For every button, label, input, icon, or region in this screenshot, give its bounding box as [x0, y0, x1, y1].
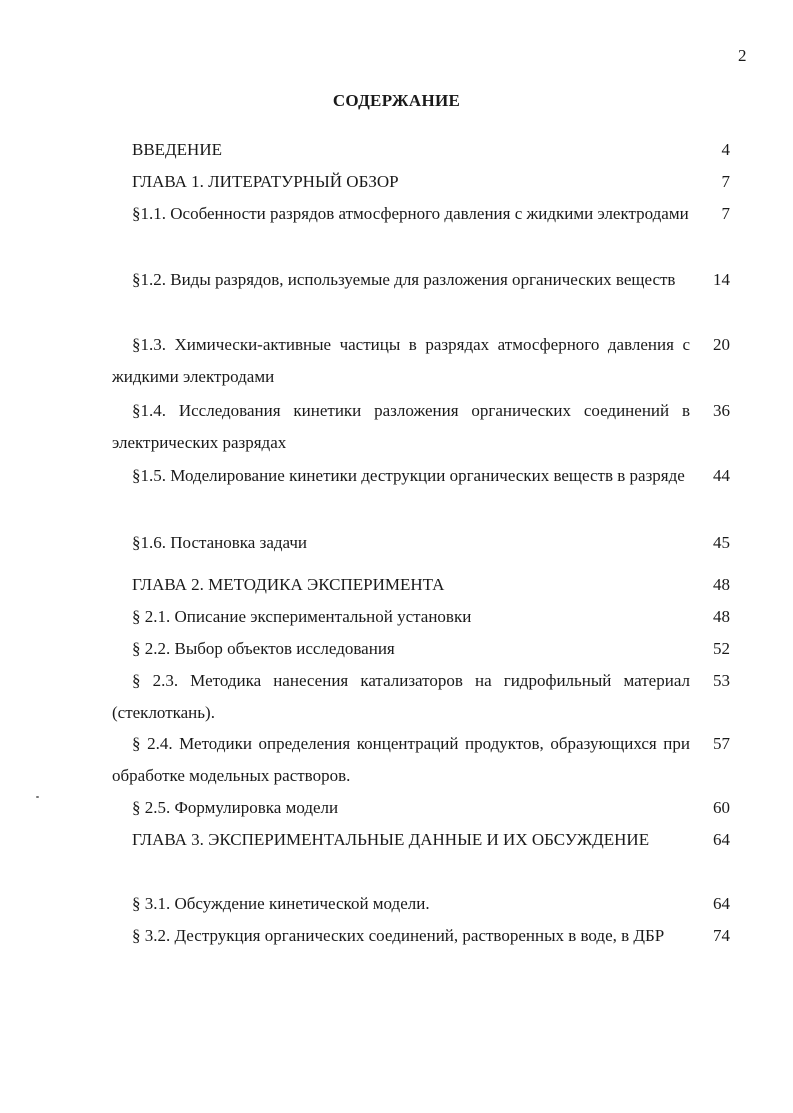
toc-title: СОДЕРЖАНИЕ [332, 91, 461, 110]
toc-entry-page: 52 [713, 639, 730, 658]
toc-entry-introduction [112, 134, 730, 166]
toc-entry-page: 57 [713, 734, 730, 753]
toc-entry-page: 7 [721, 172, 730, 191]
toc-entry-section-1-2 [112, 264, 730, 296]
toc-entry-text: § 2.2. Выбор объектов исследования [132, 639, 395, 658]
toc-entry-text: ГЛАВА 1. ЛИТЕРАТУРНЫЙ ОБЗОР [132, 172, 399, 191]
toc-entry-page: 36 [713, 401, 730, 420]
toc-entry-page: 48 [713, 607, 730, 626]
toc-entry-section-1-5 [112, 460, 730, 492]
toc-entry-section-2-5 [112, 792, 730, 824]
toc-entry-text: ВВЕДЕНИЕ [132, 140, 222, 159]
toc-entry-section-2-1 [112, 601, 730, 633]
toc-entry-text: § 2.4. Методики определения концентраций продуктов, образующихся при обработке модельных растворов. [112, 734, 690, 785]
toc-entry-text: §1.6. Постановка задачи [132, 533, 308, 552]
toc-entry-chapter-3 [112, 824, 730, 856]
toc-entry-section-1-1 [112, 198, 730, 230]
toc-entry-section-2-3 [112, 665, 730, 729]
toc-entry-text: § 3.2. Деструкция органических соединений, растворенных в воде, в ДБР [132, 926, 665, 945]
toc-entry-text: § 2.3. Методика нанесения катализаторов на гидрофильный материал (стеклоткань). [112, 671, 690, 722]
toc-entry-text: ГЛАВА 2. МЕТОДИКА ЭКСПЕРИМЕНТА [132, 575, 445, 594]
toc-entry-page: 60 [713, 798, 730, 817]
toc-entry-text: §1.5. Моделирование кинетики деструкции органических веществ в разряде [132, 466, 685, 485]
toc-entry-chapter-2 [112, 569, 730, 601]
page-number: 2 [738, 46, 747, 65]
toc-entry-page: 64 [713, 830, 730, 849]
toc-entry-text: §1.4. Исследования кинетики разложения органических соединений в электрических разрядах [112, 401, 690, 452]
toc-entry-text: §1.2. Виды разрядов, используемые для разложения органических веществ [132, 270, 676, 289]
toc-entry-page: 74 [713, 926, 730, 945]
toc-entry-section-3-1 [112, 888, 730, 920]
toc-entry-section-2-2 [112, 633, 730, 665]
toc-entry-text: §1.1. Особенности разрядов атмосферного давления с жидкими электродами [132, 204, 689, 223]
toc-entry-text: ГЛАВА 3. ЭКСПЕРИМЕНТАЛЬНЫЕ ДАННЫЕ И ИХ ОБСУЖДЕНИЕ [132, 830, 650, 849]
toc-entry-page: 7 [721, 204, 730, 223]
toc-entry-page: 48 [713, 575, 730, 594]
toc-entry-chapter-1 [112, 166, 730, 198]
scan-speck [36, 796, 39, 798]
toc-entry-text: § 2.5. Формулировка модели [132, 798, 339, 817]
toc-entry-section-3-2 [112, 920, 730, 952]
toc-entry-page: 64 [713, 894, 730, 913]
toc-entry-text: §1.3. Химически-активные частицы в разрядах атмосферного давления с жидкими электродами [112, 335, 690, 386]
toc-entry-page: 44 [713, 466, 730, 485]
toc-entry-section-1-6 [112, 527, 730, 559]
toc-entry-section-1-4 [112, 395, 730, 459]
toc-entry-section-1-3 [112, 329, 730, 393]
toc-entry-page: 20 [713, 335, 730, 354]
toc-entry-page: 4 [721, 140, 730, 159]
toc-entry-page: 53 [713, 671, 730, 690]
toc-entry-section-2-4 [112, 728, 730, 792]
toc-entry-text: § 2.1. Описание экспериментальной установки [132, 607, 472, 626]
toc-entry-page: 45 [713, 533, 730, 552]
toc-entry-page: 14 [713, 270, 730, 289]
toc-entry-text: § 3.1. Обсуждение кинетической модели. [132, 894, 430, 913]
